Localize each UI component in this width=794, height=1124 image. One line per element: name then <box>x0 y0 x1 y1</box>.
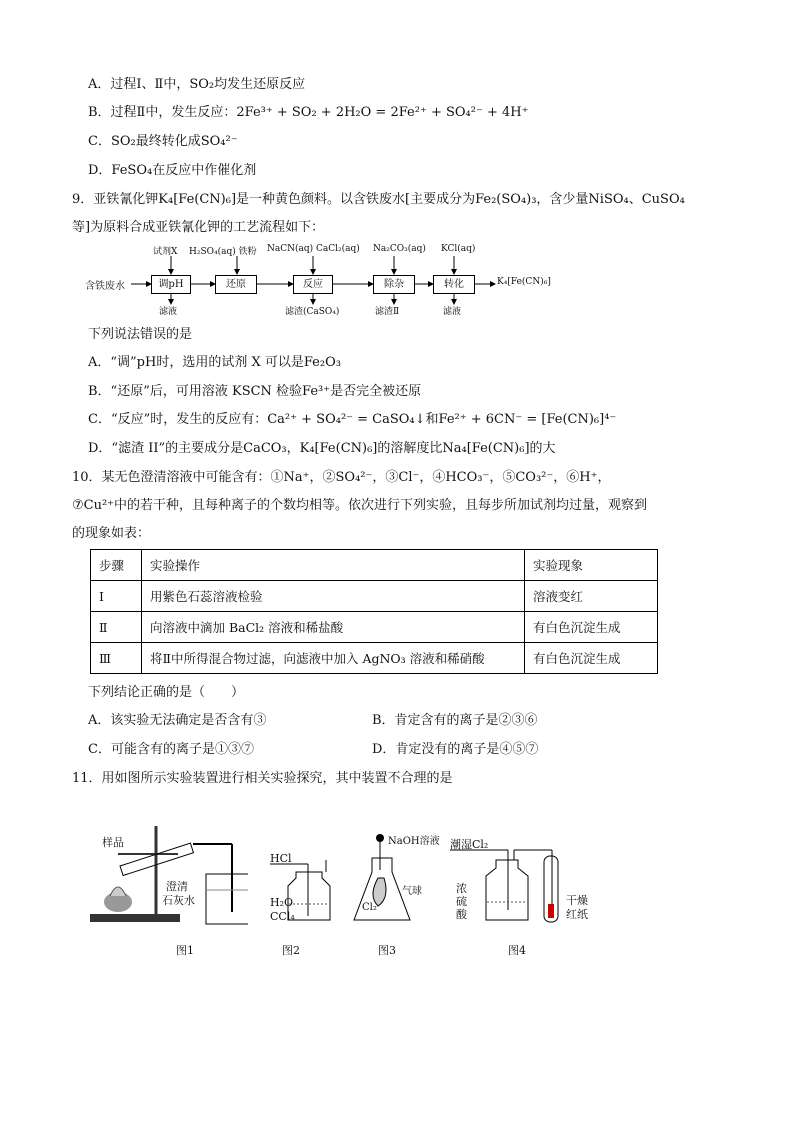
flow-step-purify: 除杂 <box>373 275 415 294</box>
table-header-step: 步骤 <box>91 550 142 581</box>
table-header-operation: 实验操作 <box>142 550 525 581</box>
figure-4-apparatus <box>448 820 608 930</box>
figure-1-apparatus <box>88 820 248 930</box>
experiment-table <box>90 549 658 674</box>
q9-option-d: D．“滤渣 II”的主要成分是CaCO₃，K₄[Fe(CN)₆]的溶解度比Na₄[Fe(CN)₆]的大 <box>88 441 556 456</box>
figure-4-label-wet-cl2: 潮湿Cl₂ <box>450 838 489 851</box>
figure-2-caption: 图2 <box>282 944 300 957</box>
figure-4-label-dry: 干燥 <box>566 894 588 907</box>
flow-step-reduce: 还原 <box>215 275 257 294</box>
table-row <box>91 581 658 612</box>
q8-option-a: A．过程Ⅰ、Ⅱ中，SO₂均发生还原反应 <box>88 77 306 92</box>
q9-ask: 下列说法错误的是 <box>88 327 193 342</box>
table-cell-operation: 向溶液中滴加 BaCl₂ 溶液和稀盐酸 <box>142 612 525 643</box>
figure-1-label-sample: 样品 <box>102 836 124 849</box>
table-row <box>91 643 658 674</box>
flow-step-react: 反应 <box>293 275 333 294</box>
flow-step-adjust-ph: 调pH <box>151 275 191 294</box>
flow-input-convert: KCl(aq) <box>441 244 476 254</box>
figure-3-label-cl2: Cl₂ <box>362 902 377 913</box>
figure-1-caption: 图1 <box>176 944 194 957</box>
q8-option-d: D．FeSO₄在反应中作催化剂 <box>88 163 257 178</box>
q9-option-b: B．“还原”后，可用溶液 KSCN 检验Fe³⁺是否完全被还原 <box>88 384 422 399</box>
figure-4-label-conc: 浓 <box>456 882 467 895</box>
table-cell-phenomenon: 有白色沉淀生成 <box>525 612 658 643</box>
figure-1-label-limewater: 石灰水 <box>162 894 195 907</box>
flow-input-purify: Na₂CO₃(aq) <box>373 244 426 254</box>
q9-stem-line1: 9．亚铁氰化钾K₄[Fe(CN)₆]是一种黄色颜料。以含铁废水[主要成分为Fe₂(SO₄)₃，含少量NiSO₄、CuSO₄ <box>72 192 685 207</box>
flow-output-residue-caso4: 滤渣(CaSO₄) <box>285 307 340 317</box>
q10-stem-line3: 的现象如表： <box>72 526 151 541</box>
figure-2-apparatus <box>268 820 348 930</box>
flow-product-label: K₄[Fe(CN)₆] <box>497 277 551 287</box>
flow-input-reduce: H₂SO₄(aq) 铁粉 <box>189 247 257 257</box>
figure-2-label-ccl4: CCl₄ <box>270 910 295 923</box>
q9-stem-line2: 等]为原料合成亚铁氰化钾的工艺流程如下： <box>72 220 325 235</box>
table-cell-step: Ⅰ <box>91 581 142 612</box>
figure-4-caption: 图4 <box>508 944 526 957</box>
q10-ask: 下列结论正确的是（ ） <box>88 685 245 700</box>
figure-4-label-sulfuric: 硫 <box>456 895 467 908</box>
figure-3-label-naoh: NaOH溶液 <box>388 836 440 847</box>
flow-output-residue-2: 滤渣Ⅱ <box>375 307 400 317</box>
table-header-phenomenon: 实验现象 <box>525 550 658 581</box>
q9-option-c: C．“反应”时，发生的反应有：Ca²⁺ + SO₄²⁻ = CaSO₄↓和Fe²⁺ + 6CN⁻ = [Fe(CN)₆]⁴⁻ <box>88 412 617 427</box>
table-header-row <box>91 550 658 581</box>
figure-3-caption: 图3 <box>378 944 396 957</box>
table-cell-step: Ⅲ <box>91 643 142 674</box>
q8-option-b: B．过程Ⅱ中，发生反应：2Fe³⁺ + SO₂ + 2H₂O = 2Fe²⁺ + SO₄²⁻ + 4H⁺ <box>88 105 529 120</box>
figure-4-label-red-paper: 红纸 <box>566 908 588 921</box>
figure-3-label-balloon: 气球 <box>402 886 422 897</box>
flow-start-label: 含铁废水 <box>85 281 125 292</box>
q8-option-c: C．SO₂最终转化成SO₄²⁻ <box>88 134 238 149</box>
table-row <box>91 612 658 643</box>
figure-3-apparatus <box>352 820 462 930</box>
q10-option-d: D．肯定没有的离子是④⑤⑦ <box>372 742 539 757</box>
figure-2-label-water: H₂O <box>270 896 294 909</box>
q11-stem: 11．用如图所示实验装置进行相关实验探究，其中装置不合理的是 <box>72 771 453 786</box>
figure-4-label-acid: 酸 <box>456 908 467 921</box>
table-cell-phenomenon: 溶液变红 <box>525 581 658 612</box>
q10-stem-line2: ⑦Cu²⁺中的若干种，且每种离子的个数均相等。依次进行下列实验，且每步所加试剂均过量，观察到 <box>72 498 648 513</box>
q10-stem-line1: 10．某无色澄清溶液中可能含有：①Na⁺，②SO₄²⁻，③Cl⁻，④HCO₃⁻，⑤CO₃²⁻，⑥H⁺， <box>72 470 611 485</box>
figure-2-label-hcl: HCl <box>270 852 292 865</box>
figure-1-label-clear: 澄清 <box>166 880 188 893</box>
table-cell-operation: 用紫色石蕊溶液检验 <box>142 581 525 612</box>
flow-step-convert: 转化 <box>433 275 475 294</box>
q10-option-b: B．肯定含有的离子是②③⑥ <box>372 713 538 728</box>
q10-option-a: A．该实验无法确定是否含有③ <box>88 713 267 728</box>
table-cell-phenomenon: 有白色沉淀生成 <box>525 643 658 674</box>
flow-output-filtrate-1: 滤液 <box>159 307 178 317</box>
flow-output-filtrate-2: 滤液 <box>443 307 462 317</box>
q10-option-c: C．可能含有的离子是①③⑦ <box>88 742 254 757</box>
process-flow-diagram <box>85 240 665 320</box>
flow-input-react: NaCN(aq) CaCl₂(aq) <box>267 244 360 254</box>
flow-input-reagent-x: 试剂X <box>153 247 178 257</box>
q9-option-a: A．“调”pH时，选用的试剂 X 可以是Fe₂O₃ <box>88 355 341 370</box>
table-cell-step: Ⅱ <box>91 612 142 643</box>
table-cell-operation: 将Ⅱ中所得混合物过滤，向滤液中加入 AgNO₃ 溶液和稀硝酸 <box>142 643 525 674</box>
